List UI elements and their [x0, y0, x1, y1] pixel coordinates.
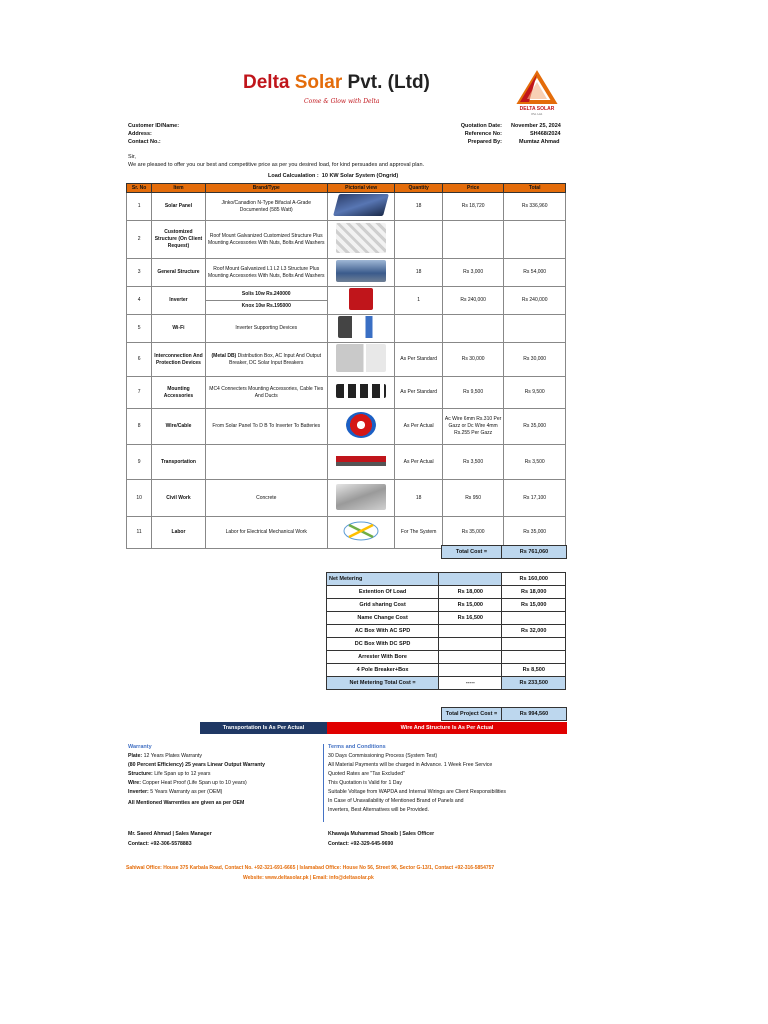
warranty-inverter: [128, 788, 222, 797]
total-project-cost-value: Rs 994,560: [501, 707, 567, 721]
net-row-total: [502, 638, 566, 651]
row-total: Rs 9,500: [504, 377, 566, 409]
net-metering-total-row: [327, 677, 566, 690]
wifi-picture: [327, 315, 395, 343]
col-quantity: Quantity: [395, 184, 442, 193]
structure-picture: [327, 221, 395, 259]
table-row: [127, 409, 566, 445]
warranty-structure: [128, 770, 210, 779]
net-metering-header-total: Rs 160,000: [502, 573, 566, 586]
net-row-label: Arrester With Bore: [327, 651, 439, 664]
table-row: [127, 343, 566, 377]
terms-line: This Quotation is Valid for 1 Day: [328, 780, 403, 786]
inverter-option-knox: Knox 10w Rs.195000: [241, 303, 291, 309]
net-row-cost: [439, 651, 502, 664]
row-brand: Roof Mount Galvanized Customized Structure Plus Mounting Accessories With Nuts, Bolts And Washers: [205, 221, 327, 259]
row-price: Rs 9,500: [442, 377, 504, 409]
row-qty: 1: [395, 287, 442, 315]
table-row: [327, 612, 566, 625]
net-metering-header-row: [327, 573, 566, 586]
sales-manager-contact: Contact: +92-306-5578883: [128, 841, 192, 847]
brand-bold: (Metal DB): [211, 352, 237, 359]
row-sr: 7: [127, 377, 152, 409]
net-row-label: Extention Of Load: [327, 586, 439, 599]
row-item: Interconnection And Protection Devices: [152, 343, 205, 377]
inverter-label: Inverter:: [128, 789, 149, 795]
row-item: Wi-Fi: [152, 315, 205, 343]
title-delta: Delta: [243, 72, 295, 93]
terms-line: Inverters, Best Alternatives will be Provided.: [328, 807, 429, 813]
brand-text: Distribution Box, AC Input And Output Breaker, DC Solar Input Breakers: [229, 352, 322, 366]
company-logo: [512, 70, 562, 118]
tagline: Come & Glow with Delta: [304, 98, 380, 105]
net-row-label: DC Box With DC SPD: [327, 638, 439, 651]
warranty-efficiency: (80 Percent Efficiency) 25 years Linear Output Warranty: [128, 762, 266, 768]
inverter-picture: [327, 287, 395, 315]
table-row: [327, 651, 566, 664]
row-sr: 10: [127, 480, 152, 517]
terms-divider: [323, 744, 324, 822]
quotation-table: [126, 183, 566, 549]
sales-officer-name: Khawaja Muhammad Shoaib | Sales Officer: [328, 831, 435, 837]
inverter-value: 5 Years Warranty as per (OEM): [148, 789, 223, 795]
row-price: Rs 950: [442, 480, 504, 517]
col-item: Item: [152, 184, 205, 193]
terms-line: Quoted Rates are "Tax Excluded": [328, 771, 405, 777]
net-row-label: Name Change Cost: [327, 612, 439, 625]
table-row: [327, 586, 566, 599]
sales-manager-name: Mr. Saeed Ahmad | Sales Manager: [128, 831, 212, 837]
row-item: Wire/Cable: [152, 409, 205, 445]
row-total: Rs 3,500: [504, 445, 566, 480]
structure-label: Structure:: [128, 771, 153, 777]
footer-offices: Sahiwal Office: House 375 Karbala Road, Contact No. +92-321-691-6665 | Islamabad Office: House No 56, Street 96, Sector G-13/1, Contact +92-316-5854757: [126, 865, 495, 871]
col-price: Price: [442, 184, 504, 193]
row-price: [442, 221, 504, 259]
row-brand: [205, 445, 327, 480]
row-item: Customized Structure (On Client Request): [152, 221, 205, 259]
row-qty: As Per Actual: [395, 445, 442, 480]
net-row-total: Rs 8,500: [502, 664, 566, 677]
reference-label: Reference No:: [464, 131, 502, 137]
row-item: Labor: [152, 517, 205, 549]
row-brand: Roof Mount Galvanized L1 L2 L3 Structure Plus Mounting Accessories With Nuts, Bolts And Washers: [205, 259, 327, 287]
row-total: Rs 336,960: [504, 193, 566, 221]
intro-message: We are pleased to offer you our best and competitive price as per you desired load, for kind persuades and approval plan.: [128, 162, 425, 168]
row-qty: As Per Standard: [395, 377, 442, 409]
net-row-cost: Rs 15,000: [439, 599, 502, 612]
solar-panel-picture: [327, 193, 395, 221]
tools-icon: [343, 521, 379, 541]
wire-value: Copper Heat Proof (Life Span up to 10 years): [140, 780, 247, 786]
row-qty: [395, 315, 442, 343]
row-item: Transportation: [152, 445, 205, 480]
row-sr: 2: [127, 221, 152, 259]
load-calculation: [268, 173, 398, 179]
table-row: [127, 259, 566, 287]
inverter-option-solis: Solis 10w Rs.240000: [206, 289, 327, 301]
net-row-total: Rs 18,000: [502, 586, 566, 599]
transport-truck-picture: [327, 445, 395, 480]
net-row-total: [502, 651, 566, 664]
row-total: Rs 17,100: [504, 480, 566, 517]
total-project-cost-box: [441, 707, 566, 719]
net-row-cost: [439, 664, 502, 677]
row-total: [504, 221, 566, 259]
plate-label: Plate:: [128, 753, 143, 759]
row-qty: For The System: [395, 517, 442, 549]
net-row-cost: Rs 18,000: [439, 586, 502, 599]
labor-tools-picture: [327, 517, 395, 549]
row-brand: [205, 343, 327, 377]
row-qty: 18: [395, 193, 442, 221]
row-qty: As Per Standard: [395, 343, 442, 377]
col-brand: Brand/Type: [205, 184, 327, 193]
table-row: [127, 287, 566, 315]
table-header-row: [127, 184, 566, 193]
net-row-total: Rs 32,000: [502, 625, 566, 638]
terms-line: Suitable Voltage from WAPDA and Internal Wirings are Client Responsibilities: [328, 789, 506, 795]
customer-id-label: Customer ID/Name:: [128, 123, 180, 129]
load-value: 10 KW Solar System (Ongrid): [321, 173, 399, 179]
row-sr: 1: [127, 193, 152, 221]
row-brand: Concrete: [205, 480, 327, 517]
table-row: [327, 599, 566, 612]
row-total: Rs 35,000: [504, 409, 566, 445]
plate-value: 12 Years Plates Warranty: [142, 753, 202, 759]
row-brand: [205, 287, 327, 315]
row-sr: 4: [127, 287, 152, 315]
footer-contact: Website: www.deltasolar.pk | Email: info@deltasolar.pk: [243, 875, 374, 881]
row-price: Rs 3,500: [442, 445, 504, 480]
roof-structure-picture: [327, 259, 395, 287]
row-item: Civil Work: [152, 480, 205, 517]
quote-date-label: Quotation Date:: [460, 123, 502, 129]
prepared-by-value: Mumtaz Ahmad: [519, 139, 560, 145]
transport-banner: Transportation Is As Per Actual: [200, 722, 327, 734]
total-cost-box: [441, 545, 566, 557]
mc4-connector-picture: [327, 377, 395, 409]
table-row: [127, 315, 566, 343]
svg-text:Pvt. Ltd.: Pvt. Ltd.: [531, 112, 543, 116]
net-row-cost: Rs 16,500: [439, 612, 502, 625]
row-price: Rs 35,000: [442, 517, 504, 549]
warranty-wire: [128, 779, 247, 788]
row-brand: MC4 Connecters Mounting Accessories, Cable Ties And Ducts: [205, 377, 327, 409]
terms-title: Terms and Conditions: [328, 744, 386, 750]
title-pvt: Pvt. (Ltd): [342, 72, 430, 93]
load-label: Load Calcualation :: [268, 173, 319, 179]
row-qty: 18: [395, 480, 442, 517]
row-sr: 5: [127, 315, 152, 343]
warranty-note: All Mentioned Warrenties are given as per OEM: [128, 800, 245, 806]
net-row-cost: [439, 638, 502, 651]
row-price: [442, 315, 504, 343]
terms-line: All Material Payments will be charged in Advance. 1 Week Free Service: [328, 762, 493, 768]
col-total: Total: [504, 184, 566, 193]
net-row-total: [502, 612, 566, 625]
row-brand: Jinko/Canadion N-Type Bifacial A-Grade Documented (585 Watt): [205, 193, 327, 221]
total-cost-value: Rs 761,060: [501, 545, 567, 559]
table-row: [327, 625, 566, 638]
total-cost-label: Total Cost =: [441, 545, 502, 559]
warranty-plate: [128, 752, 202, 761]
title-solar: Solar: [294, 72, 343, 93]
row-qty: As Per Actual: [395, 409, 442, 445]
row-item: Mounting Accessories: [152, 377, 205, 409]
net-row-total: Rs 15,000: [502, 599, 566, 612]
row-total: Rs 30,000: [504, 343, 566, 377]
table-row: [127, 445, 566, 480]
net-row-label: AC Box With AC SPD: [327, 625, 439, 638]
net-metering-header-spacer: [439, 573, 502, 586]
table-row: [327, 638, 566, 651]
salutation: Sir,: [128, 154, 136, 160]
row-sr: 6: [127, 343, 152, 377]
warranty-title: Warranty: [128, 744, 152, 750]
company-title: [243, 72, 430, 94]
row-price: Ac Wire 6mm Rs.310 Per Gazz or Dc Wire 4mm Rs.255 Per Gazz: [442, 409, 504, 445]
row-item: Inverter: [152, 287, 205, 315]
row-price: Rs 240,000: [442, 287, 504, 315]
svg-text:DELTA SOLAR: DELTA SOLAR: [519, 106, 555, 112]
row-sr: 9: [127, 445, 152, 480]
row-total: Rs 54,000: [504, 259, 566, 287]
row-sr: 8: [127, 409, 152, 445]
terms-line: In Case of Unavailability of Mentioned Brand of Panels and: [328, 798, 464, 804]
reference-value: SH468/2024: [530, 131, 561, 137]
table-row: [327, 664, 566, 677]
row-qty: 18: [395, 259, 442, 287]
terms-line: 30 Days Commissioning Process (System Test): [328, 753, 438, 759]
table-row: [127, 377, 566, 409]
distribution-box-picture: [327, 343, 395, 377]
row-item: Solar Panel: [152, 193, 205, 221]
row-total: Rs 240,000: [504, 287, 566, 315]
row-sr: 3: [127, 259, 152, 287]
row-price: Rs 18,720: [442, 193, 504, 221]
row-item: General Structure: [152, 259, 205, 287]
row-brand: Inverter Supporting Devices: [205, 315, 327, 343]
row-price: Rs 3,000: [442, 259, 504, 287]
net-row-cost: [439, 625, 502, 638]
table-row: [127, 480, 566, 517]
cable-picture: [327, 409, 395, 445]
table-row: [127, 221, 566, 259]
row-qty: [395, 221, 442, 259]
net-metering-total-dash: -----: [439, 677, 502, 690]
net-metering-total-value: Rs 233,500: [502, 677, 566, 690]
quote-date-value: November 25, 2024: [511, 123, 561, 129]
col-picture: Pictorial view: [327, 184, 395, 193]
row-brand: From Solar Panel To D B To Inverter To Batteries: [205, 409, 327, 445]
structure-value: Life Span up to 12 years: [152, 771, 211, 777]
wire-banner: Wire And Structure Is As Per Actual: [327, 722, 567, 734]
row-total: [504, 315, 566, 343]
prepared-by-label: Prepared By:: [467, 139, 502, 145]
net-row-label: 4 Pole Breaker+Box: [327, 664, 439, 677]
table-row: [127, 193, 566, 221]
net-row-label: Grid sharing Cost: [327, 599, 439, 612]
address-label: Address:: [128, 131, 152, 137]
table-row: [127, 517, 566, 549]
net-metering-total-label: Net Metering Total Cost =: [327, 677, 439, 690]
sales-officer-contact: Contact: +92-329-645-9690: [328, 841, 394, 847]
row-price: Rs 30,000: [442, 343, 504, 377]
concrete-picture: [327, 480, 395, 517]
row-sr: 11: [127, 517, 152, 549]
net-metering-table: [326, 572, 566, 690]
delta-triangle-icon: [512, 70, 562, 118]
col-sr: Sr. No: [127, 184, 152, 193]
row-total: Rs 35,000: [504, 517, 566, 549]
net-metering-header: Net Metering: [327, 573, 439, 586]
wire-label: Wire:: [128, 780, 141, 786]
row-brand: Labor for Electrical Mechanical Work: [205, 517, 327, 549]
total-project-cost-label: Total Project Cost =: [441, 707, 502, 721]
contact-label: Contact No.:: [128, 139, 161, 145]
